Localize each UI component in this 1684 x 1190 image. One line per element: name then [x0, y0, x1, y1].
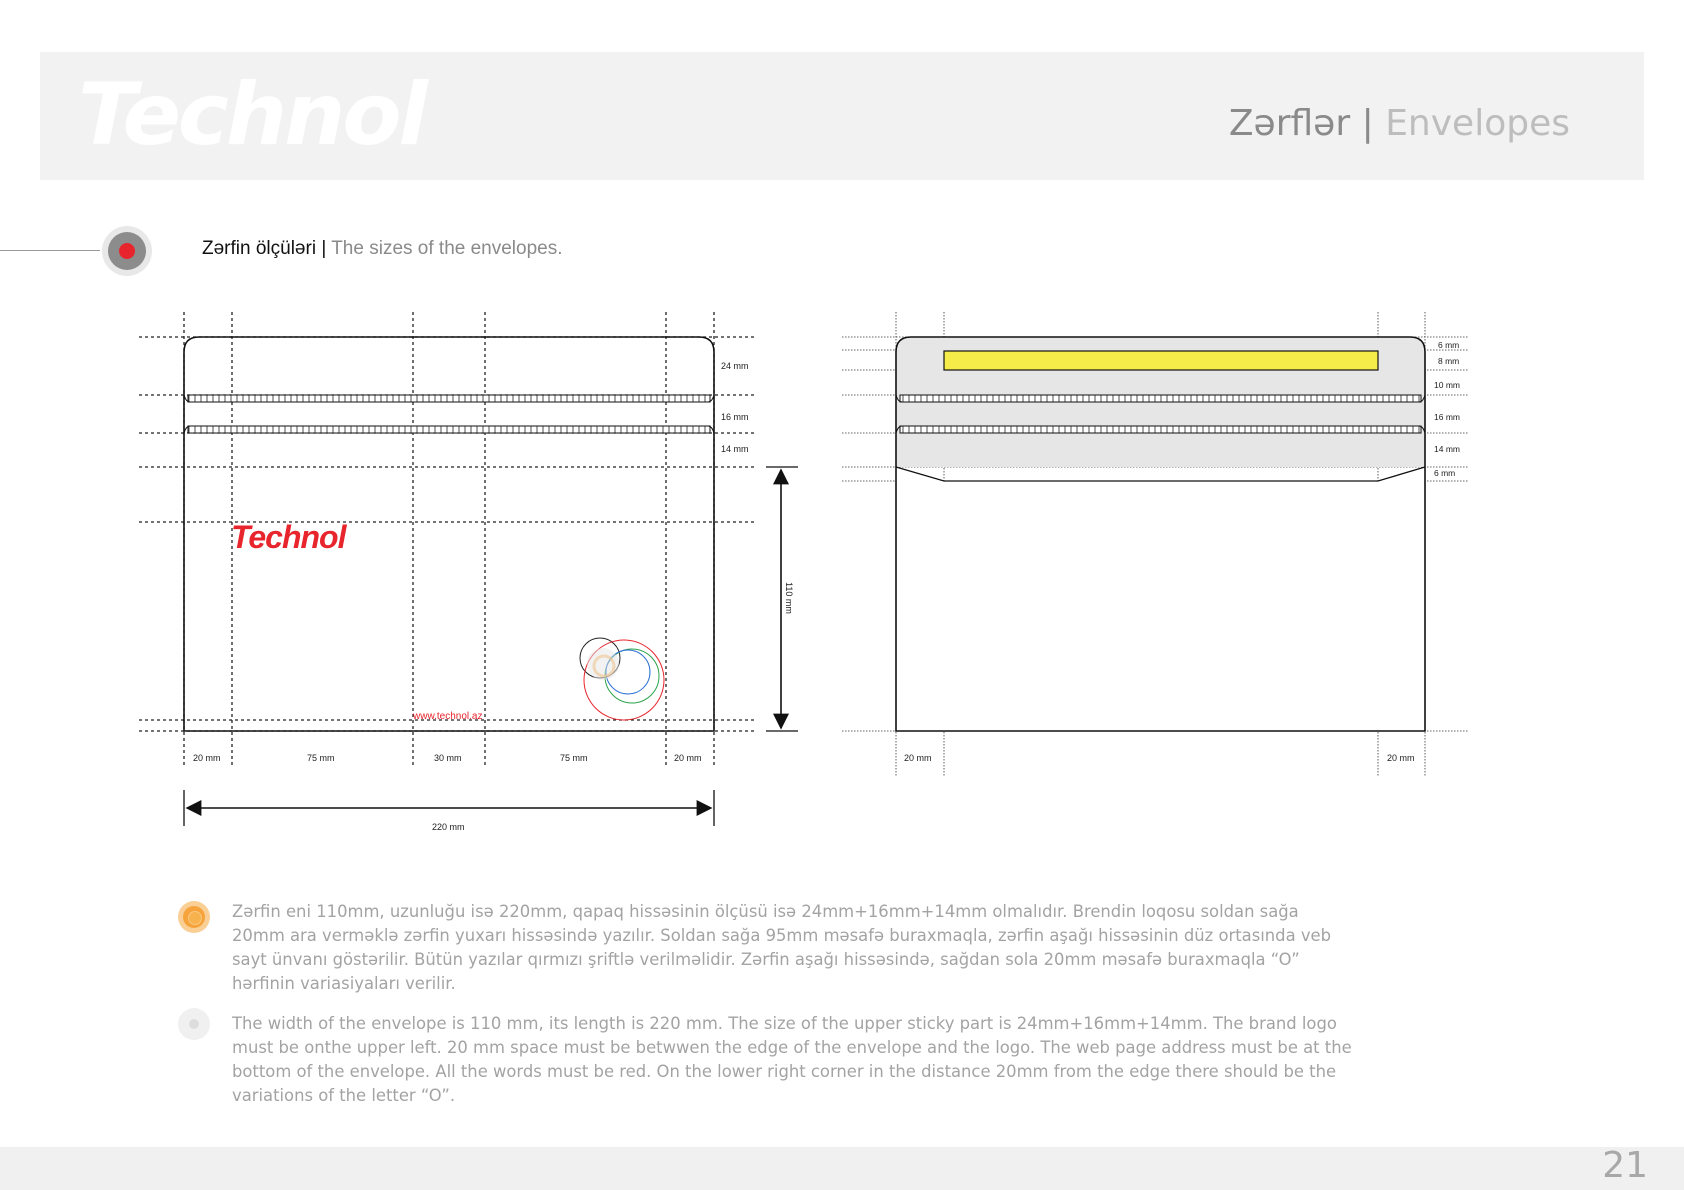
back-dim-5: 14 mm — [1434, 444, 1460, 454]
paragraph-en: The width of the envelope is 110 mm, its length is 220 mm. The size of the upper sticky part is 24mm+16mm+14mm. The brand logo must be onthe upper left. 20 mm space must be betwwen the edge of the envelope and the logo. The web page address must be at the bottom of the envelope. All the words must be red. On the lower right corner in the distance 20mm from the edge there should be the variations of the letter “O”. — [232, 1014, 1352, 1105]
page-heading-separator: | — [1361, 103, 1374, 144]
front-logo: Technol — [231, 519, 346, 555]
front-envelope — [139, 312, 798, 832]
col-dim-3: 30 mm — [434, 753, 462, 763]
col-dim-4: 75 mm — [560, 753, 588, 763]
front-perforation-1 — [188, 395, 710, 402]
bullet-az-center — [188, 911, 202, 925]
footer-band — [0, 1147, 1684, 1190]
bullet-en-dot — [189, 1019, 199, 1029]
back-dim-3: 10 mm — [1434, 380, 1460, 390]
dim-lower: 14 mm — [721, 444, 749, 454]
back-perforation-2 — [900, 426, 1421, 433]
back-perforation-1 — [900, 395, 1421, 402]
back-bottom-dim-2: 20 mm — [1387, 753, 1415, 763]
front-perforation-2 — [188, 426, 710, 433]
adhesive-strip — [944, 351, 1378, 370]
section-title-en: The sizes of the envelopes. — [331, 238, 563, 259]
back-dim-6: 6 mm — [1434, 468, 1456, 478]
page-heading-en: Envelopes — [1385, 103, 1570, 144]
back-bottom-dim-1: 20 mm — [904, 753, 932, 763]
front-web-address: www.technol.az — [413, 711, 483, 722]
section-title-az: Zərfin ölçüləri — [202, 238, 317, 259]
back-dim-2: 8 mm — [1438, 356, 1460, 366]
dim-top-flap: 24 mm — [721, 361, 749, 371]
dim-height: 110 mm — [784, 582, 794, 614]
back-dim-1: 6 mm — [1438, 340, 1460, 350]
col-dim-1: 20 mm — [193, 753, 221, 763]
brand-logo: Technol — [78, 65, 425, 165]
section-title-separator: | — [321, 238, 327, 259]
paragraph-az: Zərfin eni 110mm, uzunluğu isə 220mm, qapaq hissəsinin ölçüsü isə 24mm+16mm+14mm olmalıdır. Brendin loqosu soldan sağa 20mm ara verməklə zərfin yuxarı hissəsində yazılır. Soldan sağa 95mm məsafə buraxmaqla, zərfin aşağı hissəsinin düz ortasında veb sayt ünvanı göstərilir. Bütün yazılar qırmızı şriftlə verilməlidir. Zərfin aşağı hissəsində, sağdan sola 20mm məsafə buraxmaqla “O” hərfinin variasiyaları verilir. — [232, 902, 1332, 993]
back-dim-4: 16 mm — [1434, 412, 1460, 422]
back-envelope — [842, 312, 1468, 776]
page-number: 21 — [1602, 1145, 1648, 1186]
dim-middle: 16 mm — [721, 412, 749, 422]
o-variations-icon — [580, 638, 664, 720]
col-dim-5: 20 mm — [674, 753, 702, 763]
col-dim-2: 75 mm — [307, 753, 335, 763]
page-heading-az: Zərflər — [1228, 103, 1351, 144]
dim-width: 220 mm — [432, 822, 465, 832]
